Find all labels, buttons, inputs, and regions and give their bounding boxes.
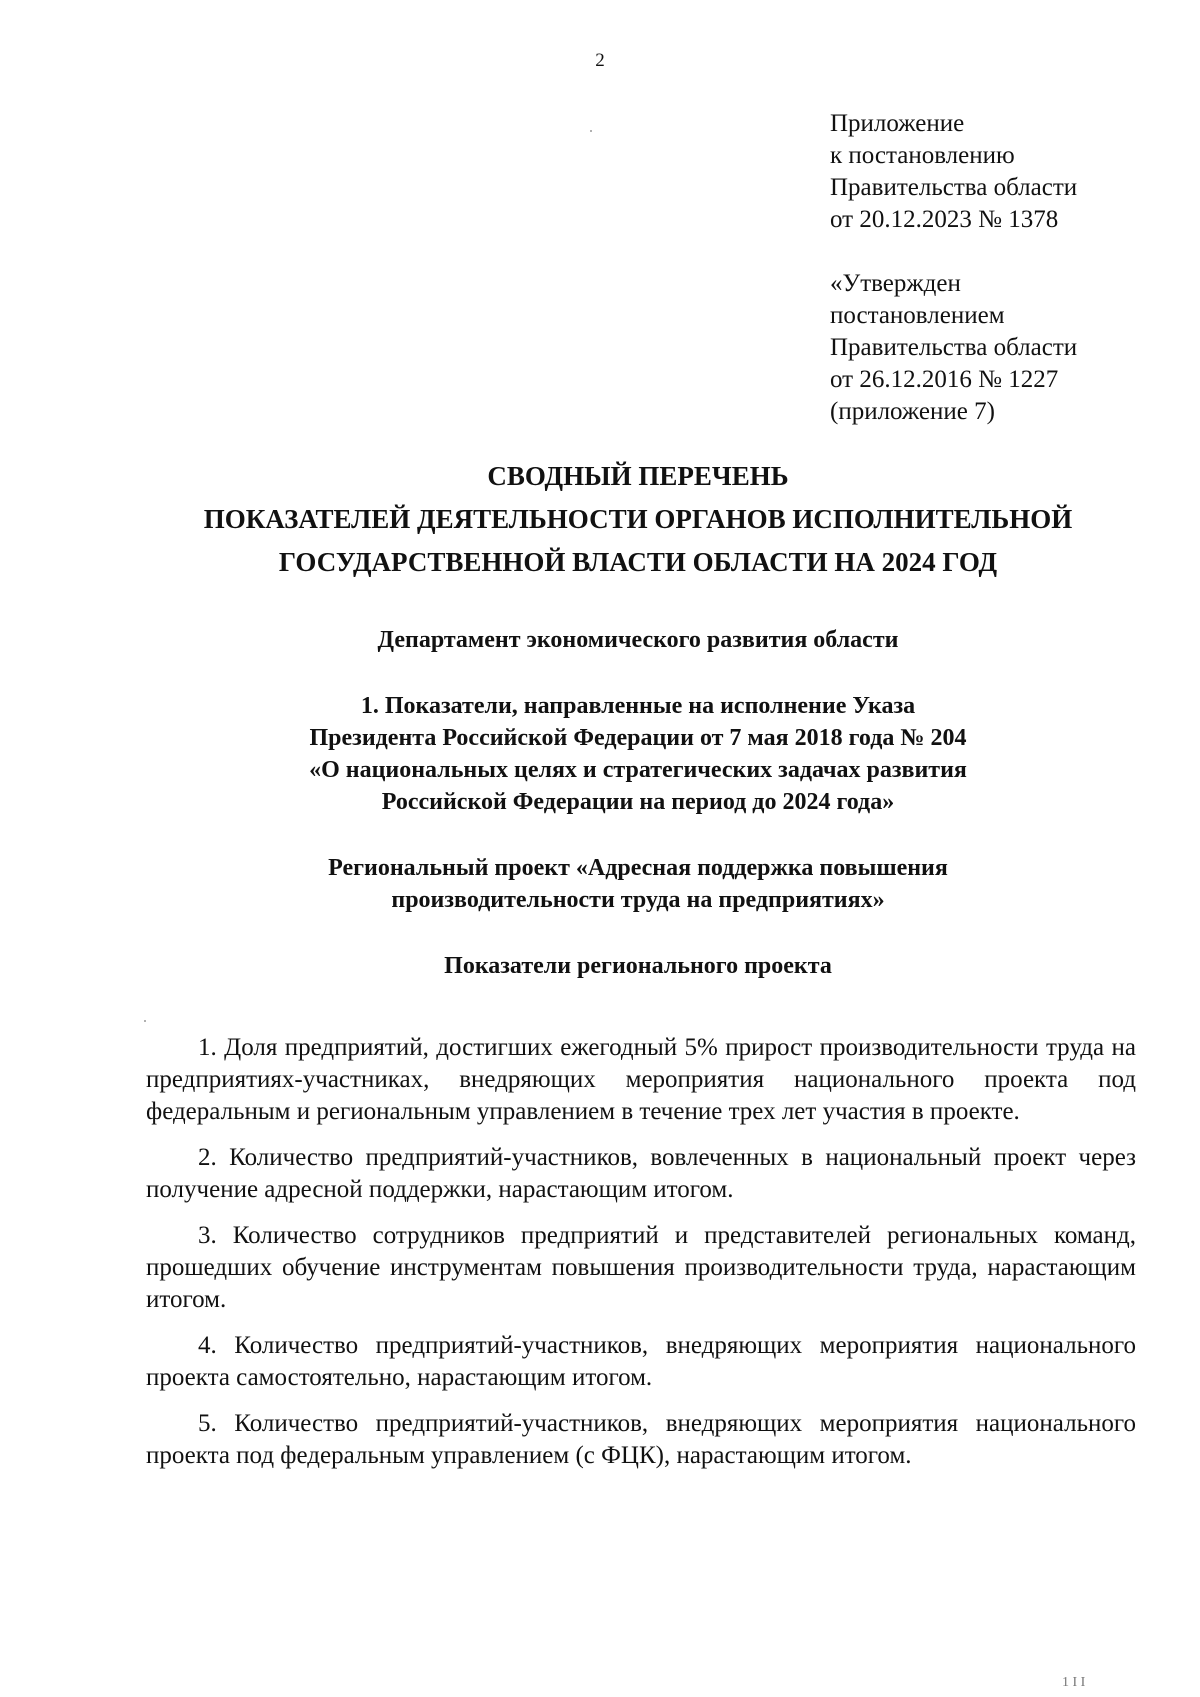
- section-line: «О национальных целях и стратегических задачах развития: [309, 757, 967, 783]
- section-line: Президента Российской Федерации от 7 мая 2018 года № 204: [309, 725, 967, 751]
- approved-line: от 26.12.2016 № 1227: [830, 366, 1059, 393]
- indicators-heading: Показатели регионального проекта: [444, 953, 832, 979]
- indicator-paragraph: 4. Количество предприятий-участников, внедряющих мероприятия национального проекта самостоятельно, нарастающим итогом.: [146, 1332, 1136, 1391]
- approved-line: (приложение 7): [830, 398, 995, 425]
- indicator-paragraph: 3. Количество сотрудников предприятий и представителей региональных команд, прошедших обучение инструментам повышения производительности труда, нарастающим итогом.: [146, 1222, 1136, 1313]
- scan-speck: [590, 130, 592, 132]
- document-title: [100, 455, 1176, 584]
- indicator-paragraph: 1. Доля предприятий, достигших ежегодный 5% прирост производительности труда на предприятиях-участниках, внедряющих мероприятия национального проекта под федеральным и региональным управлением в течение трех лет участия в проекте.: [146, 1034, 1136, 1125]
- annex-reference: [830, 108, 1170, 236]
- annex-block: [830, 108, 1170, 428]
- page-number: 2: [595, 50, 605, 71]
- project-line: Региональный проект «Адресная поддержка повышения: [328, 855, 948, 881]
- indicator-paragraph: 2. Количество предприятий-участников, вовлеченных в национальный проект через получение адресной поддержки, нарастающим итогом.: [146, 1144, 1136, 1203]
- annex-line: от 20.12.2023 № 1378: [830, 206, 1059, 233]
- approved-line: Правительства области: [830, 334, 1078, 361]
- annex-line: Правительства области: [830, 174, 1078, 201]
- title-line: СВОДНЫЙ ПЕРЕЧЕНЬ: [487, 461, 789, 491]
- project-heading: [100, 852, 1176, 916]
- section-heading: [100, 690, 1176, 818]
- scan-speck: [144, 1020, 146, 1022]
- indicators-list: [146, 1032, 1136, 1486]
- title-line: ГОСУДАРСТВЕННОЙ ВЛАСТИ ОБЛАСТИ НА 2024 ГОД: [278, 547, 998, 577]
- approved-line: «Утвержден: [830, 270, 961, 297]
- indicator-paragraph: 5. Количество предприятий-участников, внедряющих мероприятия национального проекта под федеральным управлением (с ФЦК), нарастающим итогом.: [146, 1410, 1136, 1469]
- scan-mark: 1 I I: [1062, 1675, 1086, 1690]
- document-headings: [100, 455, 1176, 982]
- project-line: производительности труда на предприятиях»: [391, 887, 885, 913]
- section-line: 1. Показатели, направленные на исполнение Указа: [360, 693, 916, 719]
- department-heading: Департамент экономического развития области: [377, 627, 899, 653]
- section-line: Российской Федерации на период до 2024 года»: [381, 789, 895, 815]
- annex-line: Приложение: [830, 110, 965, 137]
- approved-reference: [830, 268, 1170, 428]
- title-line: ПОКАЗАТЕЛЕЙ ДЕЯТЕЛЬНОСТИ ОРГАНОВ ИСПОЛНИТЕЛЬНОЙ: [203, 504, 1073, 534]
- approved-line: постановлением: [830, 302, 1005, 329]
- annex-line: к постановлению: [830, 142, 1015, 169]
